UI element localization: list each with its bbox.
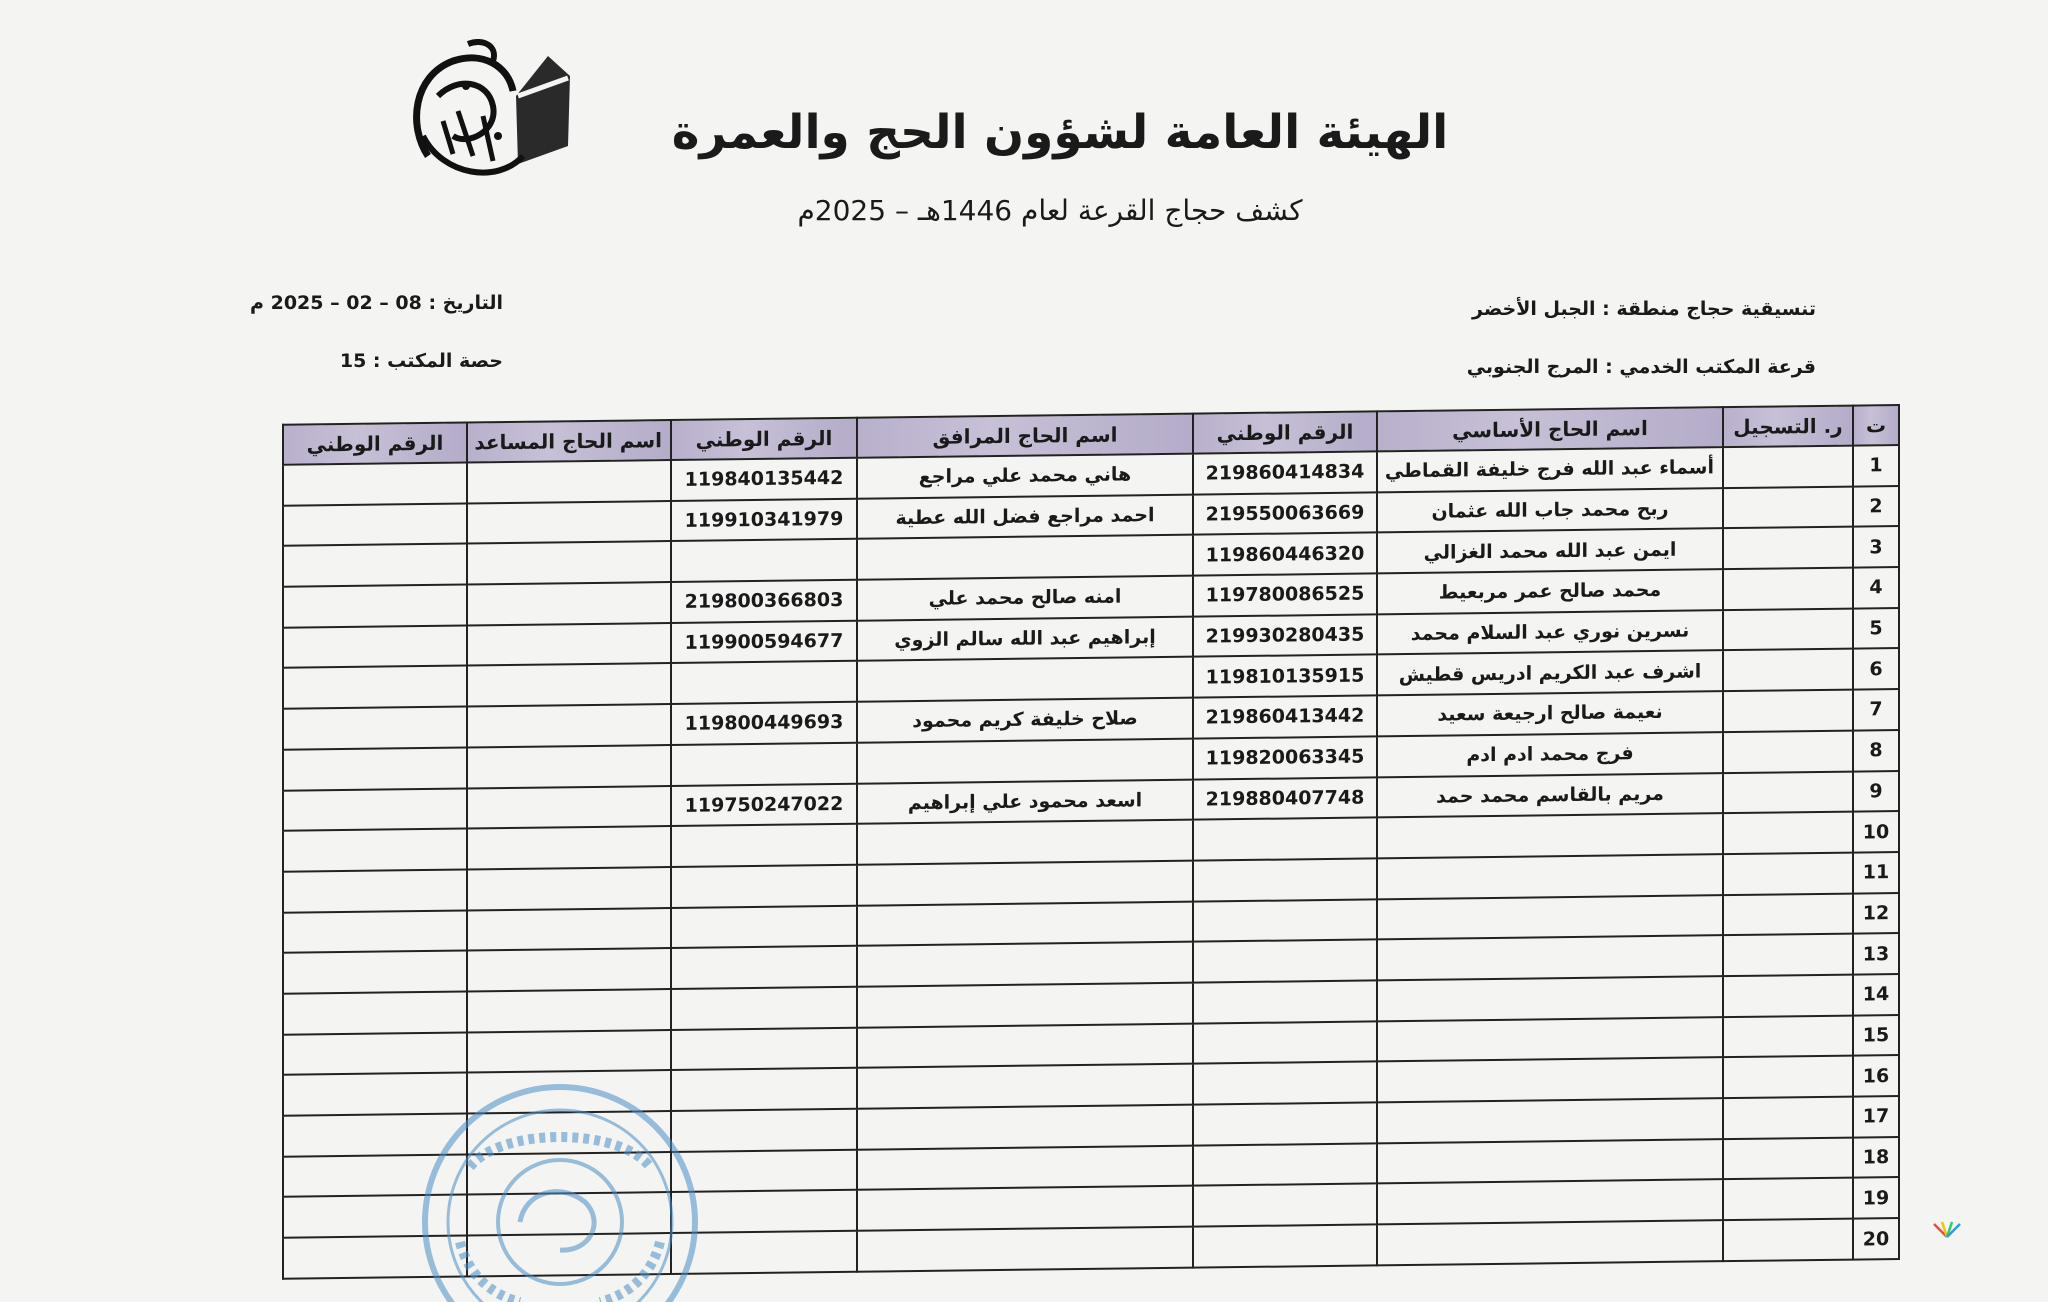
office-label: قرعة المكتب الخدمي : المرج الجنوبي: [1466, 356, 1816, 378]
main-pilgrim-name: [1377, 1139, 1723, 1184]
assistant-name: [467, 460, 671, 503]
assistant-national-id: [283, 666, 467, 709]
assistant-name: [467, 908, 671, 951]
assistant-name: [467, 948, 671, 991]
assistant-national-id: [283, 991, 467, 1034]
official-stamp-icon: [410, 1072, 710, 1302]
main-pilgrim-name: [1377, 854, 1723, 899]
colorful-spark-icon: [1930, 1220, 1964, 1238]
main-national-id: [1193, 980, 1377, 1023]
registration-cell: [1723, 812, 1853, 854]
page-title: الهيئة العامة لشؤون الحج والعمرة: [671, 105, 1449, 160]
registration-cell: [1723, 568, 1853, 610]
companion-national-id: [671, 905, 857, 948]
main-pilgrim-name: [1377, 976, 1723, 1021]
registration-cell: [1723, 1178, 1853, 1220]
assistant-national-id: [283, 747, 467, 790]
col-header-serial: ت: [1853, 405, 1899, 446]
col-header-national-id: الرقم الوطني: [1193, 411, 1377, 453]
main-national-id: 119860446320: [1193, 533, 1377, 576]
main-national-id: [1193, 1021, 1377, 1064]
assistant-national-id: [283, 625, 467, 668]
companion-name: اسعد محمود علي إبراهيم: [857, 779, 1193, 824]
assistant-name: [467, 582, 671, 625]
registration-cell: [1723, 934, 1853, 976]
row-number: 3: [1853, 526, 1899, 567]
assistant-national-id: [283, 910, 467, 953]
companion-national-id: [671, 1027, 857, 1070]
companion-national-id: [671, 946, 857, 989]
row-number: 1: [1853, 445, 1899, 486]
companion-national-id: 119910341979: [671, 498, 857, 541]
companion-national-id: [671, 539, 857, 582]
registration-cell: [1723, 690, 1853, 732]
companion-name: [857, 1064, 1193, 1109]
companion-name: إبراهيم عبد الله سالم الزوي: [857, 616, 1193, 661]
assistant-name: [467, 501, 671, 544]
main-national-id: 219930280435: [1193, 614, 1377, 657]
assistant-national-id: [283, 869, 467, 912]
row-number: 8: [1853, 730, 1899, 771]
registration-cell: [1723, 1219, 1853, 1262]
companion-name: [857, 1227, 1193, 1272]
col-header-companion: اسم الحاج المرافق: [857, 414, 1193, 458]
main-national-id: [1193, 899, 1377, 942]
main-pilgrim-name: [1377, 935, 1723, 980]
row-number: 12: [1853, 893, 1899, 934]
main-pilgrim-name: [1377, 1098, 1723, 1143]
registration-cell: [1723, 730, 1853, 772]
companion-name: [857, 861, 1193, 906]
companion-name: [857, 535, 1193, 580]
registration-cell: [1723, 446, 1853, 488]
assistant-national-id: [283, 951, 467, 994]
region-label: تنسيقية حجاج منطقة : الجبل الأخضر: [1472, 298, 1816, 320]
registration-cell: [1723, 1097, 1853, 1139]
main-national-id: [1193, 1062, 1377, 1105]
col-header-companion-id: الرقم الوطني: [671, 418, 857, 460]
assistant-national-id: [283, 829, 467, 872]
row-number: 19: [1853, 1177, 1899, 1218]
quota-label: حصة المكتب : 15: [339, 350, 503, 372]
companion-national-id: 119840135442: [671, 458, 857, 501]
registration-cell: [1723, 893, 1853, 935]
col-header-assistant-id: الرقم الوطني: [283, 423, 467, 465]
assistant-national-id: [283, 503, 467, 546]
assistant-name: [467, 623, 671, 666]
main-national-id: 119810135915: [1193, 655, 1377, 698]
companion-name: [857, 820, 1193, 865]
row-number: 7: [1853, 689, 1899, 730]
main-pilgrim-name: ايمن عبد الله محمد الغزالي: [1377, 529, 1723, 574]
main-pilgrim-name: فرج محمد ادم ادم: [1377, 732, 1723, 777]
col-header-main-pilgrim: اسم الحاج الأساسي: [1377, 407, 1723, 451]
companion-national-id: [671, 987, 857, 1030]
page-subtitle: كشف حجاج القرعة لعام 1446هـ – 2025م: [797, 194, 1303, 227]
main-national-id: 219880407748: [1193, 777, 1377, 820]
row-number: 13: [1853, 933, 1899, 974]
main-national-id: 219860413442: [1193, 696, 1377, 739]
main-national-id: [1193, 858, 1377, 901]
assistant-name: [467, 1030, 671, 1073]
companion-national-id: 219800366803: [671, 580, 857, 623]
companion-national-id: 119800449693: [671, 702, 857, 745]
assistant-national-id: [283, 1032, 467, 1075]
companion-national-id: [671, 661, 857, 704]
companion-name: صلاح خليفة كريم محمود: [857, 698, 1193, 743]
assistant-name: [467, 989, 671, 1032]
row-number: 16: [1853, 1055, 1899, 1096]
main-pilgrim-name: محمد صالح عمر مربعيط: [1377, 569, 1723, 614]
row-number: 5: [1853, 608, 1899, 649]
row-number: 20: [1853, 1218, 1899, 1259]
companion-national-id: [671, 743, 857, 786]
assistant-national-id: [283, 544, 467, 587]
registration-cell: [1723, 975, 1853, 1017]
main-national-id: 219860414834: [1193, 451, 1377, 494]
main-national-id: [1193, 1143, 1377, 1186]
companion-name: [857, 738, 1193, 783]
row-number: 6: [1853, 648, 1899, 689]
main-national-id: [1193, 1224, 1377, 1267]
companion-national-id: 119750247022: [671, 783, 857, 826]
main-pilgrim-name: [1377, 813, 1723, 858]
main-pilgrim-name: [1377, 1017, 1723, 1062]
main-pilgrim-name: [1377, 1220, 1723, 1265]
row-number: 14: [1853, 974, 1899, 1015]
main-pilgrim-name: نسرين نوري عبد السلام محمد: [1377, 610, 1723, 655]
main-national-id: 219550063669: [1193, 492, 1377, 535]
registration-cell: [1723, 486, 1853, 528]
assistant-national-id: [283, 707, 467, 750]
row-number: 9: [1853, 771, 1899, 812]
companion-name: [857, 942, 1193, 987]
row-number: 17: [1853, 1096, 1899, 1137]
registration-cell: [1723, 1056, 1853, 1098]
assistant-name: [467, 786, 671, 829]
assistant-name: [467, 826, 671, 869]
registration-cell: [1723, 1015, 1853, 1057]
assistant-national-id: [283, 463, 467, 506]
registration-cell: [1723, 1137, 1853, 1179]
registration-cell: [1723, 852, 1853, 894]
date-label: التاريخ : 08 – 02 – 2025 م: [250, 292, 503, 314]
main-national-id: 119820063345: [1193, 736, 1377, 779]
main-national-id: [1193, 940, 1377, 983]
assistant-name: [467, 663, 671, 706]
companion-national-id: [671, 865, 857, 908]
companion-name: [857, 1023, 1193, 1068]
row-number: 2: [1853, 486, 1899, 527]
registration-cell: [1723, 527, 1853, 569]
registration-cell: [1723, 649, 1853, 691]
main-pilgrim-name: [1377, 895, 1723, 940]
main-pilgrim-name: اشرف عبد الكريم ادريس قطيش: [1377, 651, 1723, 696]
main-national-id: 119780086525: [1193, 573, 1377, 616]
registration-cell: [1723, 608, 1853, 650]
assistant-national-id: [283, 788, 467, 831]
main-pilgrim-name: ربح محمد جاب الله عثمان: [1377, 488, 1723, 533]
main-national-id: [1193, 818, 1377, 861]
assistant-name: [467, 745, 671, 788]
main-pilgrim-name: مريم بالقاسم محمد حمد: [1377, 773, 1723, 818]
companion-name: هاني محمد علي مراجع: [857, 454, 1193, 499]
companion-name: امنه صالح محمد علي: [857, 576, 1193, 621]
main-pilgrim-name: [1377, 1180, 1723, 1225]
main-national-id: [1193, 1102, 1377, 1145]
companion-name: [857, 901, 1193, 946]
companion-name: [857, 657, 1193, 702]
col-header-registration: ر. التسجيل: [1723, 406, 1853, 448]
companion-name: [857, 1186, 1193, 1231]
companion-name: احمد مراجع فضل الله عطية: [857, 494, 1193, 539]
assistant-name: [467, 704, 671, 747]
row-number: 15: [1853, 1015, 1899, 1056]
row-number: 18: [1853, 1137, 1899, 1178]
registration-cell: [1723, 771, 1853, 813]
companion-name: [857, 983, 1193, 1028]
row-number: 4: [1853, 567, 1899, 608]
assistant-name: [467, 541, 671, 584]
companion-name: [857, 1105, 1193, 1150]
row-number: 11: [1853, 852, 1899, 893]
col-header-assistant: اسم الحاج المساعد: [467, 420, 671, 462]
row-number: 10: [1853, 811, 1899, 852]
main-pilgrim-name: [1377, 1057, 1723, 1102]
main-pilgrim-name: نعيمة صالح ارجيعة سعيد: [1377, 691, 1723, 736]
companion-national-id: [671, 824, 857, 867]
assistant-national-id: [283, 585, 467, 628]
companion-national-id: 119900594677: [671, 620, 857, 663]
companion-name: [857, 1145, 1193, 1190]
main-pilgrim-name: أسماء عبد الله فرج خليفة القماطي: [1377, 447, 1723, 492]
hajj-logo-icon: [398, 36, 574, 186]
assistant-name: [467, 867, 671, 910]
main-national-id: [1193, 1184, 1377, 1227]
